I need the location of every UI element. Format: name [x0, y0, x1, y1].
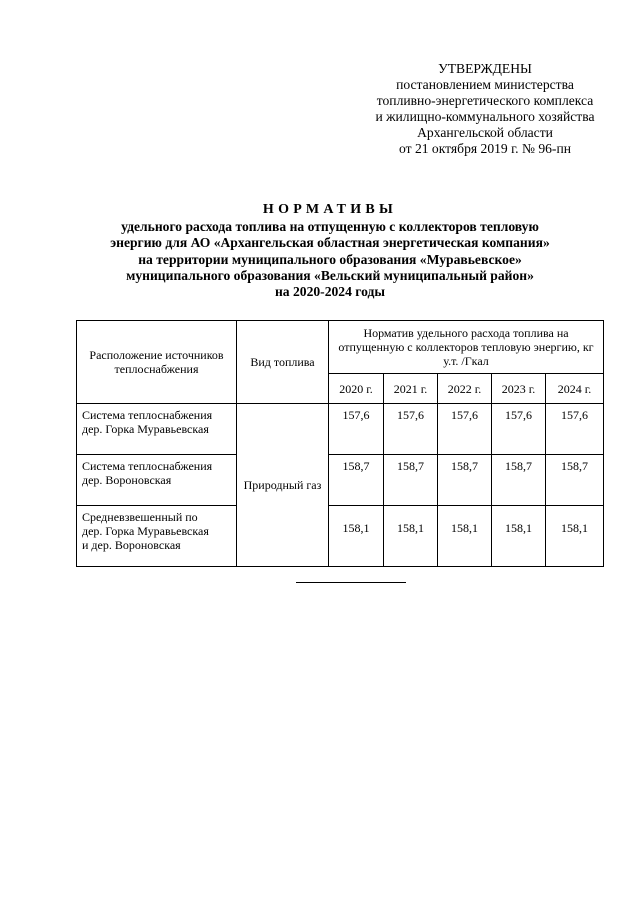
- approval-line: постановлением министерства: [396, 77, 574, 92]
- value-cell: 158,7: [492, 455, 546, 506]
- document-title: [60, 202, 600, 300]
- value-cell: 158,1: [384, 506, 438, 567]
- title-line: на территории муниципального образования «Муравьевское»: [138, 251, 522, 267]
- row-location-line: Система теплоснабжения: [82, 459, 213, 473]
- value-cell: 157,6: [384, 404, 438, 455]
- value-cell: 158,1: [438, 506, 492, 567]
- row-location-line: дер. Вороновская: [82, 473, 172, 487]
- table-row: [77, 404, 604, 455]
- norms-table: [76, 320, 604, 567]
- approval-line: и жилищно-коммунального хозяйства: [375, 109, 595, 124]
- value-cell: 157,6: [438, 404, 492, 455]
- header-fuel: Вид топлива: [237, 321, 329, 404]
- value-cell: 158,7: [546, 455, 604, 506]
- title-main: НОРМАТИВЫ: [262, 202, 398, 217]
- row-location: [77, 506, 237, 567]
- header-year: 2023 г.: [492, 374, 546, 404]
- value-cell: 157,6: [329, 404, 384, 455]
- row-location-line: Система теплоснабжения: [82, 408, 213, 422]
- title-line: муниципального образования «Вельский муниципальный район»: [126, 267, 534, 283]
- row-location-line: Средневзвешенный по: [82, 510, 198, 524]
- title-line: на 2020-2024 годы: [274, 284, 386, 300]
- header-norm: Норматив удельного расхода топлива на отпущенную с коллекторов тепловую энергию, кг у.т. /Гкал: [329, 321, 604, 374]
- end-divider-line: [296, 582, 406, 583]
- value-cell: 157,6: [492, 404, 546, 455]
- value-cell: 157,6: [546, 404, 604, 455]
- value-cell: 158,7: [438, 455, 492, 506]
- row-location-line: дер. Горка Муравьевская: [82, 524, 209, 538]
- value-cell: 158,1: [546, 506, 604, 567]
- fuel-type: Природный газ: [237, 404, 329, 567]
- approval-line: Архангельской области: [417, 125, 553, 140]
- header-year: 2020 г.: [329, 374, 384, 404]
- row-location: [77, 404, 237, 455]
- row-location-line: дер. Горка Муравьевская: [82, 422, 209, 436]
- value-cell: 158,1: [329, 506, 384, 567]
- header-year: 2024 г.: [546, 374, 604, 404]
- row-location: [77, 455, 237, 506]
- title-line: удельного расхода топлива на отпущенную с коллекторов тепловую: [121, 219, 539, 235]
- header-location: Расположение источников теплоснабжения: [77, 321, 237, 404]
- title-line: энергию для АО «Архангельская областная энергетическая компания»: [110, 235, 550, 251]
- header-year: 2021 г.: [384, 374, 438, 404]
- value-cell: 158,7: [329, 455, 384, 506]
- header-year: 2022 г.: [438, 374, 492, 404]
- table-row: [77, 455, 604, 506]
- table-row: [77, 506, 604, 567]
- approval-block: [340, 61, 630, 157]
- value-cell: 158,7: [384, 455, 438, 506]
- approval-line: от 21 октября 2019 г. № 96-пн: [398, 141, 571, 156]
- value-cell: 158,1: [492, 506, 546, 567]
- approval-line: УТВЕРЖДЕНЫ: [438, 61, 532, 76]
- approval-line: топливно-энергетического комплекса: [376, 93, 594, 108]
- row-location-line: и дер. Вороновская: [82, 538, 181, 552]
